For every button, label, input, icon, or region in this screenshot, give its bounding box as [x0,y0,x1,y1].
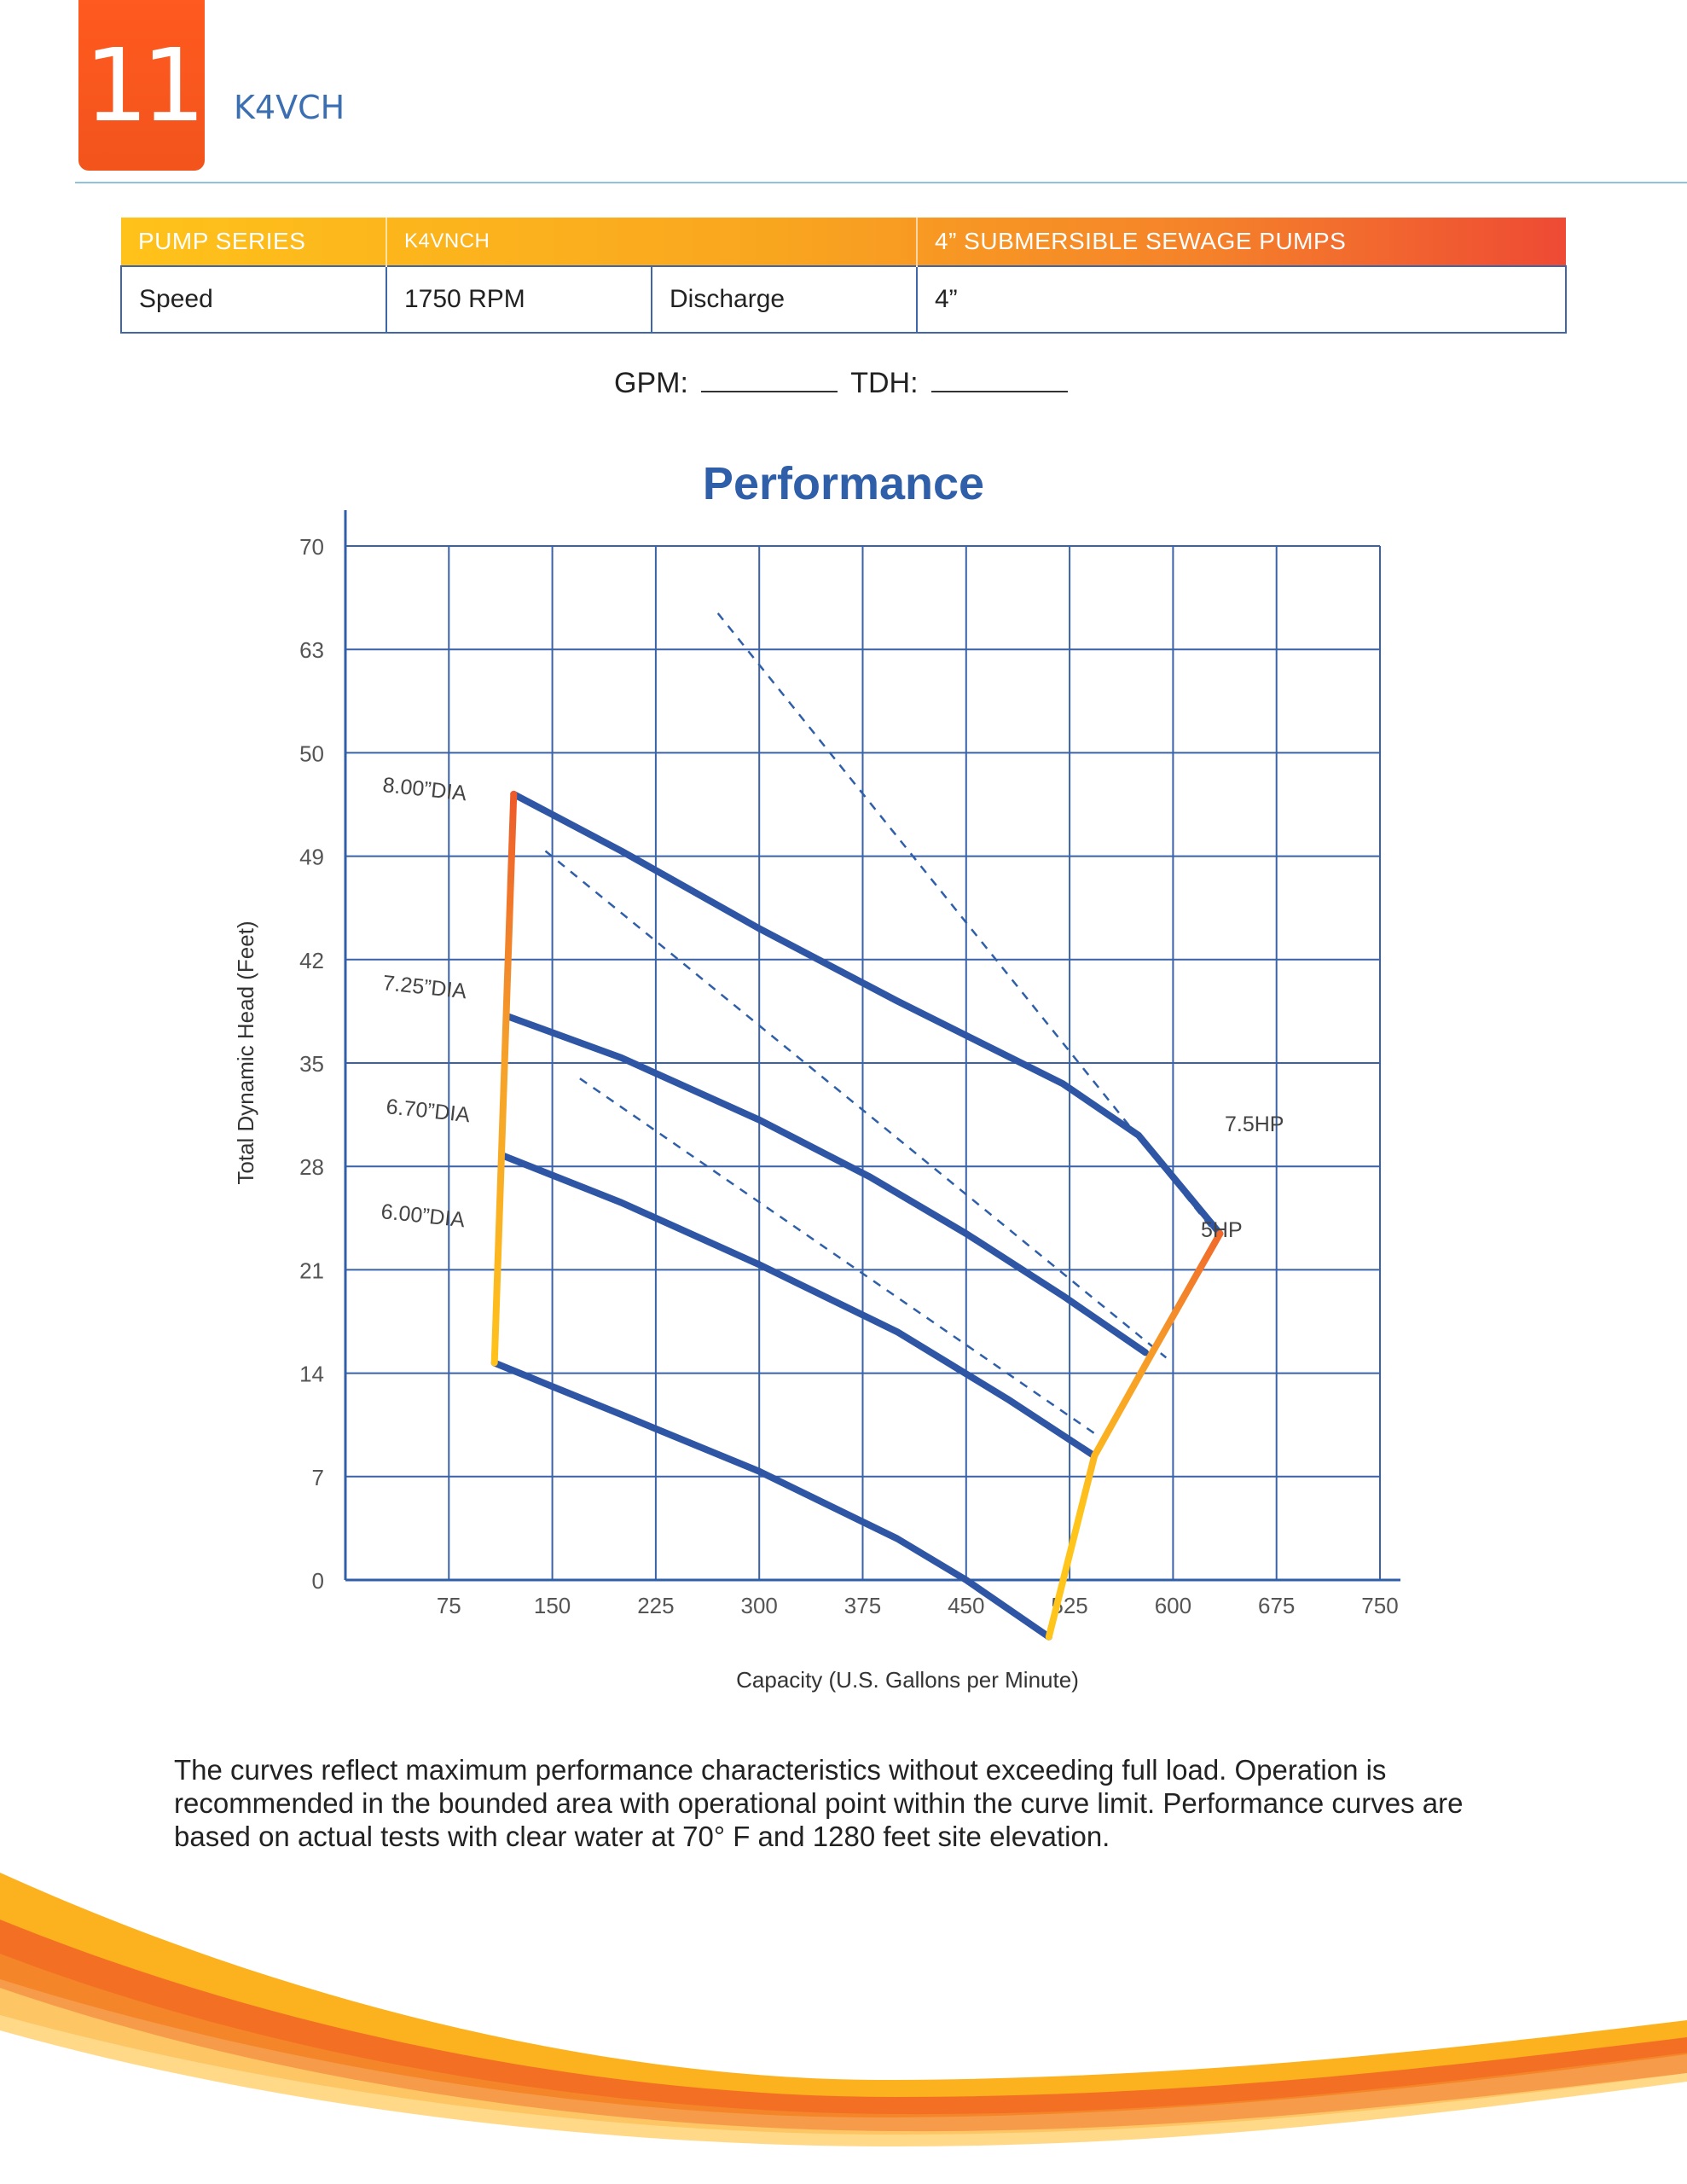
series-value: K4VNCH [386,218,917,266]
performance-note: The curves reflect maximum performance characteristics without exceeding full load. Operation is recommended in the bounded area with operational point within the curve limit. Performance curves are based on actual tests with clear water at 70° F and 1280 feet site elevation. [174,1754,1464,1852]
speed-value: 1750 RPM [386,266,652,333]
y-tick-label: 50 [299,741,324,767]
curve-label: 6.00”DIA [380,1199,467,1233]
series-label: PUMP SERIES [121,218,386,266]
y-tick-label: 49 [299,844,324,870]
curve-670-dia [504,1156,1094,1456]
hp-line-unlabeled-lower [580,1078,1098,1435]
y-tick-label: 63 [299,637,324,664]
x-tick-label: 525 [1051,1593,1088,1618]
x-tick-label: 750 [1361,1593,1399,1618]
y-tick-label: 7 [311,1464,324,1490]
y-tick-label: 28 [299,1154,324,1181]
curve-label: 6.70”DIA [385,1095,472,1128]
y-axis-title: Total Dynamic Head (Feet) [233,921,258,1185]
hp-line-5hp [546,851,1167,1358]
x-axis-title: Capacity (U.S. Gallons per Minute) [736,1667,1079,1693]
x-tick-label: 450 [948,1593,985,1618]
x-tick-label: 600 [1154,1593,1192,1618]
x-tick-label: 675 [1258,1593,1296,1618]
curve-725-dia [508,1017,1145,1353]
curve-800-dia [513,794,1220,1234]
x-tick-label: 225 [637,1593,675,1618]
limit-line-min-flow [495,794,514,1363]
x-tick-label: 75 [436,1593,461,1618]
curve-label: 8.00”DIA [381,773,468,806]
discharge-value: 4” [917,266,1566,333]
gpm-label: GPM: [614,367,688,399]
document-title: K4VCH [234,89,345,126]
page-number: 11 [84,26,200,144]
x-tick-label: 300 [740,1593,778,1618]
chart-title: Performance [702,458,985,509]
y-tick-label: 35 [299,1051,324,1077]
hp-label: 5HP [1201,1218,1243,1242]
y-tick-label: 0 [311,1568,324,1594]
discharge-label: Discharge [652,266,917,333]
curve-label: 7.25”DIA [381,971,468,1004]
series-description: 4” SUBMERSIBLE SEWAGE PUMPS [935,228,1347,254]
y-tick-label: 42 [299,947,324,973]
x-tick-label: 375 [844,1593,882,1618]
x-tick-label: 150 [533,1593,571,1618]
y-tick-label: 14 [299,1361,324,1387]
hp-label: 7.5HP [1225,1112,1284,1136]
tdh-label: TDH: [850,367,919,399]
y-tick-label: 70 [299,534,324,560]
decorative-swoosh [0,1826,1687,2184]
limit-line-max-power [1049,1234,1220,1637]
y-tick-label: 21 [299,1258,324,1284]
speed-label: Speed [121,266,386,333]
